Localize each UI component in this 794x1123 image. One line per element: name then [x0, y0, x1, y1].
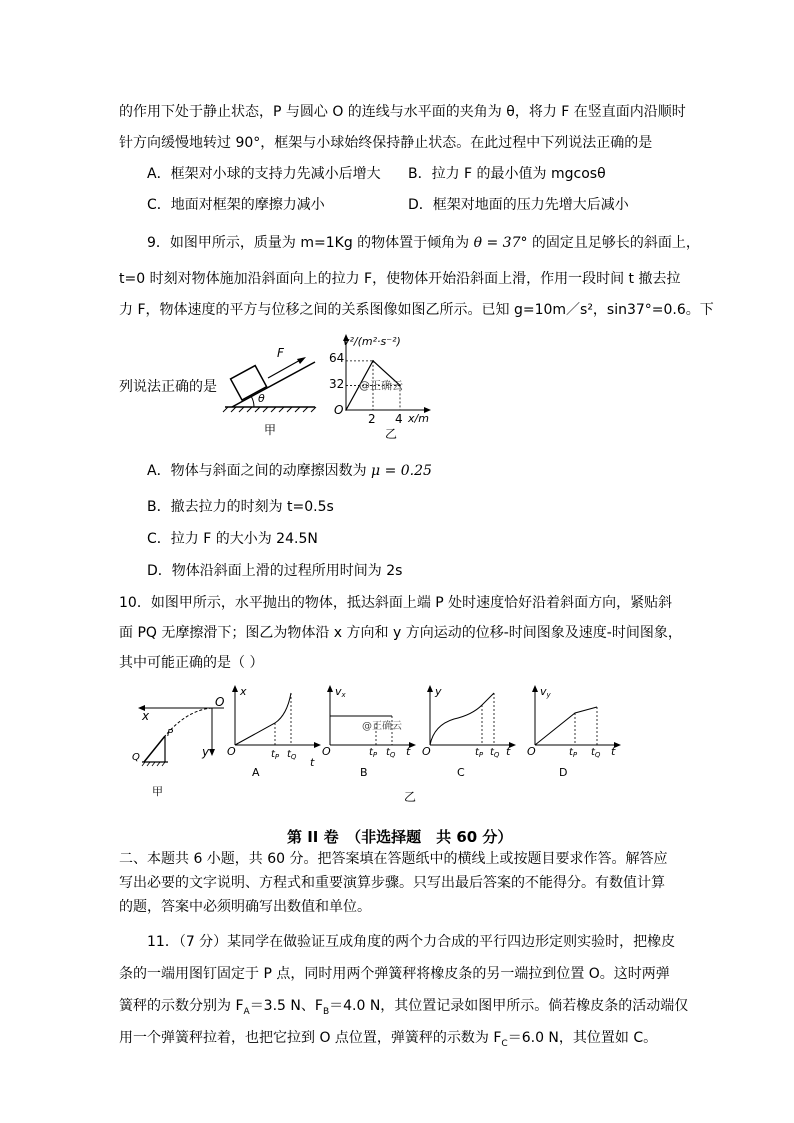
watermark: @正确云 [359, 379, 403, 392]
q8-line-2: 针方向缓慢地转过 90°，框架与小球始终保持静止状态。在此过程中下列说法正确的是 [119, 135, 653, 151]
section-2-title: 第 II 卷 （非选择题 共 60 分） [287, 828, 513, 846]
graph-label: A [252, 766, 260, 778]
q9-line-1 [147, 233, 700, 253]
graph-label: C [457, 766, 465, 778]
data-point-0 [345, 409, 347, 411]
q-label: Q [132, 752, 140, 763]
t-label: t [406, 745, 411, 758]
q11-line-1: 11．（7 分）某同学在做验证互成角度的两个力合成的平行四边形定则实验时，把橡皮 [147, 934, 676, 950]
q11-line-3-b: ＝3.5 N、F [249, 998, 323, 1014]
x-axis-label: x/m [408, 412, 429, 425]
q9-option-b: B．撤去拉力的时刻为 t=0.5s [147, 499, 334, 515]
tp-label: $t_P$ [475, 747, 484, 759]
ytick-64: 64 [329, 351, 345, 365]
watermark: @正确云 [362, 721, 402, 732]
xtick-4: 4 [395, 412, 403, 426]
y-label: vy [540, 685, 551, 699]
q11-line-4-a: 用一个弹簧秤拉着，也把它拉到 O 点位置，弹簧秤的示数为 F [119, 1030, 502, 1046]
sub-a: A [243, 1006, 250, 1017]
q11-line-3-c: ＝4.0 N，其位置记录如图甲所示。倘若橡皮条的活动端仅 [329, 998, 689, 1014]
y-axis-label: v²/(m²·s⁻²) [343, 335, 401, 348]
q10-graph-d [525, 683, 625, 778]
data-point-1 [372, 360, 374, 362]
force-arrow-head [297, 357, 306, 364]
q9-option-d: D．物体沿斜面上滑的过程所用时间为 2s [147, 563, 403, 579]
tq-label: $t_Q$ [386, 747, 396, 759]
tq-label: $t_Q$ [591, 747, 601, 759]
y-axis-arrow [232, 685, 238, 692]
curve [430, 693, 494, 745]
y-label: vx [335, 685, 346, 699]
ytick-32: 32 [329, 377, 345, 391]
q9-line-1-tail: 的固定且足够长的斜面上， [531, 235, 700, 251]
graph-label: D [559, 766, 568, 778]
q10-caption-yi: 乙 [404, 790, 417, 804]
q9-line-2: t=0 时刻对物体施加沿斜面向上的拉力 F，使物体开始沿斜面上滑，作用一段时间 t 撤去拉 [119, 271, 681, 287]
y-label: x [240, 685, 247, 698]
q10-figure-jia [132, 690, 232, 800]
y-label: y [435, 685, 442, 698]
q10-line-2: 面 PQ 无摩擦滑下；图乙为物体沿 x 方向和 y 方向运动的位移-时间图象及速度-时间图象， [119, 625, 682, 641]
o-label: O [422, 745, 431, 758]
q9-line-3: 力 F，物体速度的平方与位移之间的关系图像如图乙所示。已知 g=10m／s²，sin37°=0.6。下 [119, 302, 714, 318]
q9-line-1-text: 9．如图甲所示，质量为 m=1Kg 的物体置于倾角为 [147, 235, 470, 251]
q9-option-c: C．拉力 F 的大小为 24.5N [147, 531, 318, 547]
q9-angle-eq: θ = 37° [473, 235, 528, 251]
sub-c: C [501, 1038, 508, 1049]
q11-line-3-a: 簧秤的示数分别为 F [119, 998, 244, 1014]
q10-graph-b [320, 683, 420, 778]
q8-option-a: A．框架对小球的支持力先减小后增大 [147, 166, 381, 182]
caption-jia: 甲 [264, 423, 277, 437]
t-label: t [310, 756, 315, 769]
tp-label: $t_P$ [369, 747, 378, 759]
q10-graph-a [225, 683, 325, 778]
q9-figure-yi [325, 332, 435, 447]
tp-label: $t_P$ [271, 749, 280, 761]
q11-line-2: 条的一端用图钉固定于 P 点，同时用两个弹簧秤将橡皮条的另一端拉到位置 O。这时两弹 [119, 966, 670, 982]
y-label: y [202, 745, 210, 759]
q8-option-c: C．地面对框架的摩擦力减小 [147, 197, 325, 213]
line-segments [535, 707, 597, 745]
t-label: t [611, 745, 616, 758]
q9-line-4: 列说法正确的是 [119, 379, 217, 395]
caption-jia: 甲 [152, 785, 163, 798]
q8-option-d: D．框架对地面的压力先增大后减小 [408, 197, 629, 213]
q10-line-1: 10．如图甲所示，水平抛出的物体，抵达斜面上端 P 处时速度恰好沿着斜面方向，紧贴斜 [119, 595, 673, 611]
y-axis-arrow [427, 685, 433, 692]
y-axis-arrow [532, 685, 538, 692]
graph-label: B [360, 766, 368, 778]
q8-line-1: 的作用下处于静止状态，P 与圆心 O 的连线与水平面的夹角为 θ，将力 F 在竖直面内沿顺时 [119, 104, 686, 120]
o-label: O [322, 745, 331, 758]
y-axis-arrow [327, 685, 333, 692]
q11-line-4 [119, 1028, 657, 1054]
sub-b: B [322, 1006, 330, 1017]
xtick-2: 2 [368, 412, 376, 426]
curve [235, 693, 291, 745]
force-arrow [268, 359, 302, 378]
tp-label: $t_P$ [569, 747, 578, 759]
tq-label: $t_Q$ [287, 749, 297, 761]
o-label: O [215, 695, 225, 709]
tq-label: $t_Q$ [490, 747, 500, 759]
q9-figure-jia [220, 342, 320, 442]
o-label: O [227, 745, 236, 758]
q10-graph-c [420, 683, 520, 778]
q11-line-3 [119, 996, 688, 1022]
q9-option-a [147, 461, 432, 481]
section-2-intro-1: 二、本题共 6 小题，共 60 分。把答案填在答题纸中的横线上或按题目要求作答。解答应 [119, 851, 668, 867]
q9-option-a-text: A．物体与斜面之间的动摩擦因数为 [147, 463, 367, 479]
angle-arc [251, 396, 254, 407]
q9-option-a-eq: μ = 0.25 [371, 463, 432, 479]
section-2-intro-2: 写出必要的文字说明、方程式和重要演算步骤。只写出最后答案的不能得分。有数值计算 [119, 875, 665, 891]
caption-yi: 乙 [385, 427, 398, 441]
y-axis-arrow [209, 749, 215, 756]
q10-line-3: 其中可能正确的是（ ） [119, 655, 264, 671]
p-label: P [167, 728, 174, 739]
force-label: F [277, 346, 284, 360]
t-label: t [506, 745, 511, 758]
x-label: x [142, 709, 150, 723]
section-2-intro-3: 的题，答案中必须明确写出数值和单位。 [119, 899, 371, 915]
angle-label: θ [258, 392, 265, 405]
o-label: O [527, 745, 536, 758]
q11-line-4-b: ＝6.0 N，其位置如 C。 [507, 1030, 658, 1046]
incline [144, 736, 165, 762]
q8-option-b: B．拉力 F 的最小值为 mgcosθ [408, 166, 606, 182]
origin-label: O [334, 403, 344, 417]
